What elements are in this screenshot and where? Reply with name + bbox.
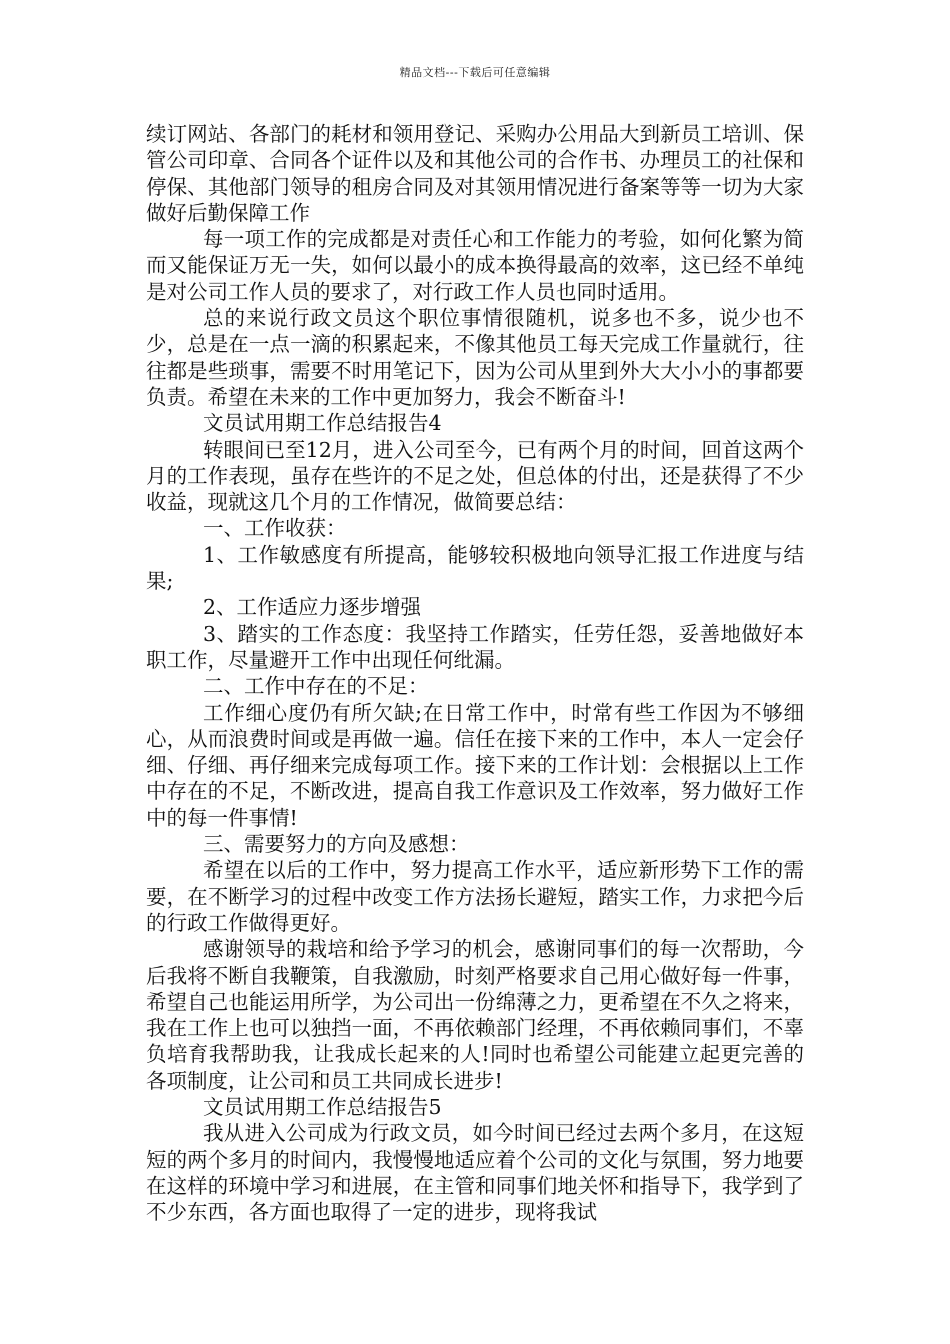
paragraph: 我从进入公司成为行政文员，如今时间已经过去两个多月，在这短短的两个多月的时间内，我慢慢地适应着个公司的文化与氛围，努力地要在这样的环境中学习和进展，在主管和同事们地关怀和指导下，我学到了不少东西，各方面也取得了一定的进步，现将我试	[146, 1121, 804, 1225]
page-header: 精品文档---下载后可任意编辑	[399, 66, 551, 79]
paragraph: 希望在以后的工作中，努力提高工作水平，适应新形势下工作的需要，在不断学习的过程中改变工作方法扬长避短，踏实工作，力求把今后的行政工作做得更好。	[146, 858, 804, 935]
document-body	[146, 121, 804, 1225]
list-item: 1、工作敏感度有所提高，能够较积极地向领导汇报工作进度与结果;	[146, 542, 804, 594]
section-heading: 一、工作收获：	[203, 516, 347, 541]
paragraph: 转眼间已至12月，进入公司至今，已有两个月的时间，回首这两个月的工作表现，虽存在些许的不足之处，但总体的付出，还是获得了不少收益，现就这几个月的工作情况，做简要总结：	[146, 437, 804, 515]
paragraph: 每一项工作的完成都是对责任心和工作能力的考验，如何化繁为简而又能保证万无一失，如何以最小的成本换得最高的效率，这已经不单纯是对公司工作人员的要求了，对行政工作人员也同时适用。	[146, 227, 804, 304]
section-heading: 二、工作中存在的不足：	[203, 674, 429, 699]
section-title: 文员试用期工作总结报告4	[203, 411, 442, 436]
list-item: 2、工作适应力逐步增强	[203, 595, 422, 620]
paragraph: 总的来说行政文员这个职位事情很随机，说多也不多，说少也不少，总是在一点一滴的积累起来，不像其他员工每天完成工作量就行，往往都是些琐事，需要不时用笔记下，因为公司从里到外大大小小的事都要负责。希望在未来的工作中更加努力，我会不断奋斗!	[146, 306, 804, 409]
paragraph: 续订网站、各部门的耗材和领用登记、采购办公用品大到新员工培训、保管公司印章、合同各个证件以及和其他公司的合作书、办理员工的社保和停保、其他部门领导的租房合同及对其领用情况进行备案等等一切为大家做好后勤保障工作	[146, 122, 804, 225]
list-item: 3、踏实的工作态度：我坚持工作踏实，任劳任怨，妥善地做好本职工作，尽量避开工作中出现任何纰漏。	[146, 621, 804, 672]
paragraph: 工作细心度仍有所欠缺;在日常工作中，时常有些工作因为不够细心，从而浪费时间或是再做一遍。信任在接下来的工作中，本人一定会仔细、仔细、再仔细来完成每项工作。接下来的工作计划：会根据以上工作中存在的不足，不断改进，提高自我工作意识及工作效率，努力做好工作中的每一件事情!	[146, 700, 804, 830]
section-title: 文员试用期工作总结报告5	[203, 1094, 442, 1119]
paragraph: 感谢领导的栽培和给予学习的机会，感谢同事们的每一次帮助，今后我将不断自我鞭策，自我激励，时刻严格要求自己用心做好每一件事，希望自己也能运用所学，为公司出一份绵薄之力，更希望在不久之将来，我在工作上也可以独挡一面，不再依赖部门经理，不再依赖同事们，不辜负培育我帮助我，让我成长起来的人!同时也希望公司能建立起更完善的各项制度，让公司和员工共同成长进步!	[146, 937, 804, 1093]
section-heading: 三、需要努力的方向及感想：	[203, 832, 470, 857]
